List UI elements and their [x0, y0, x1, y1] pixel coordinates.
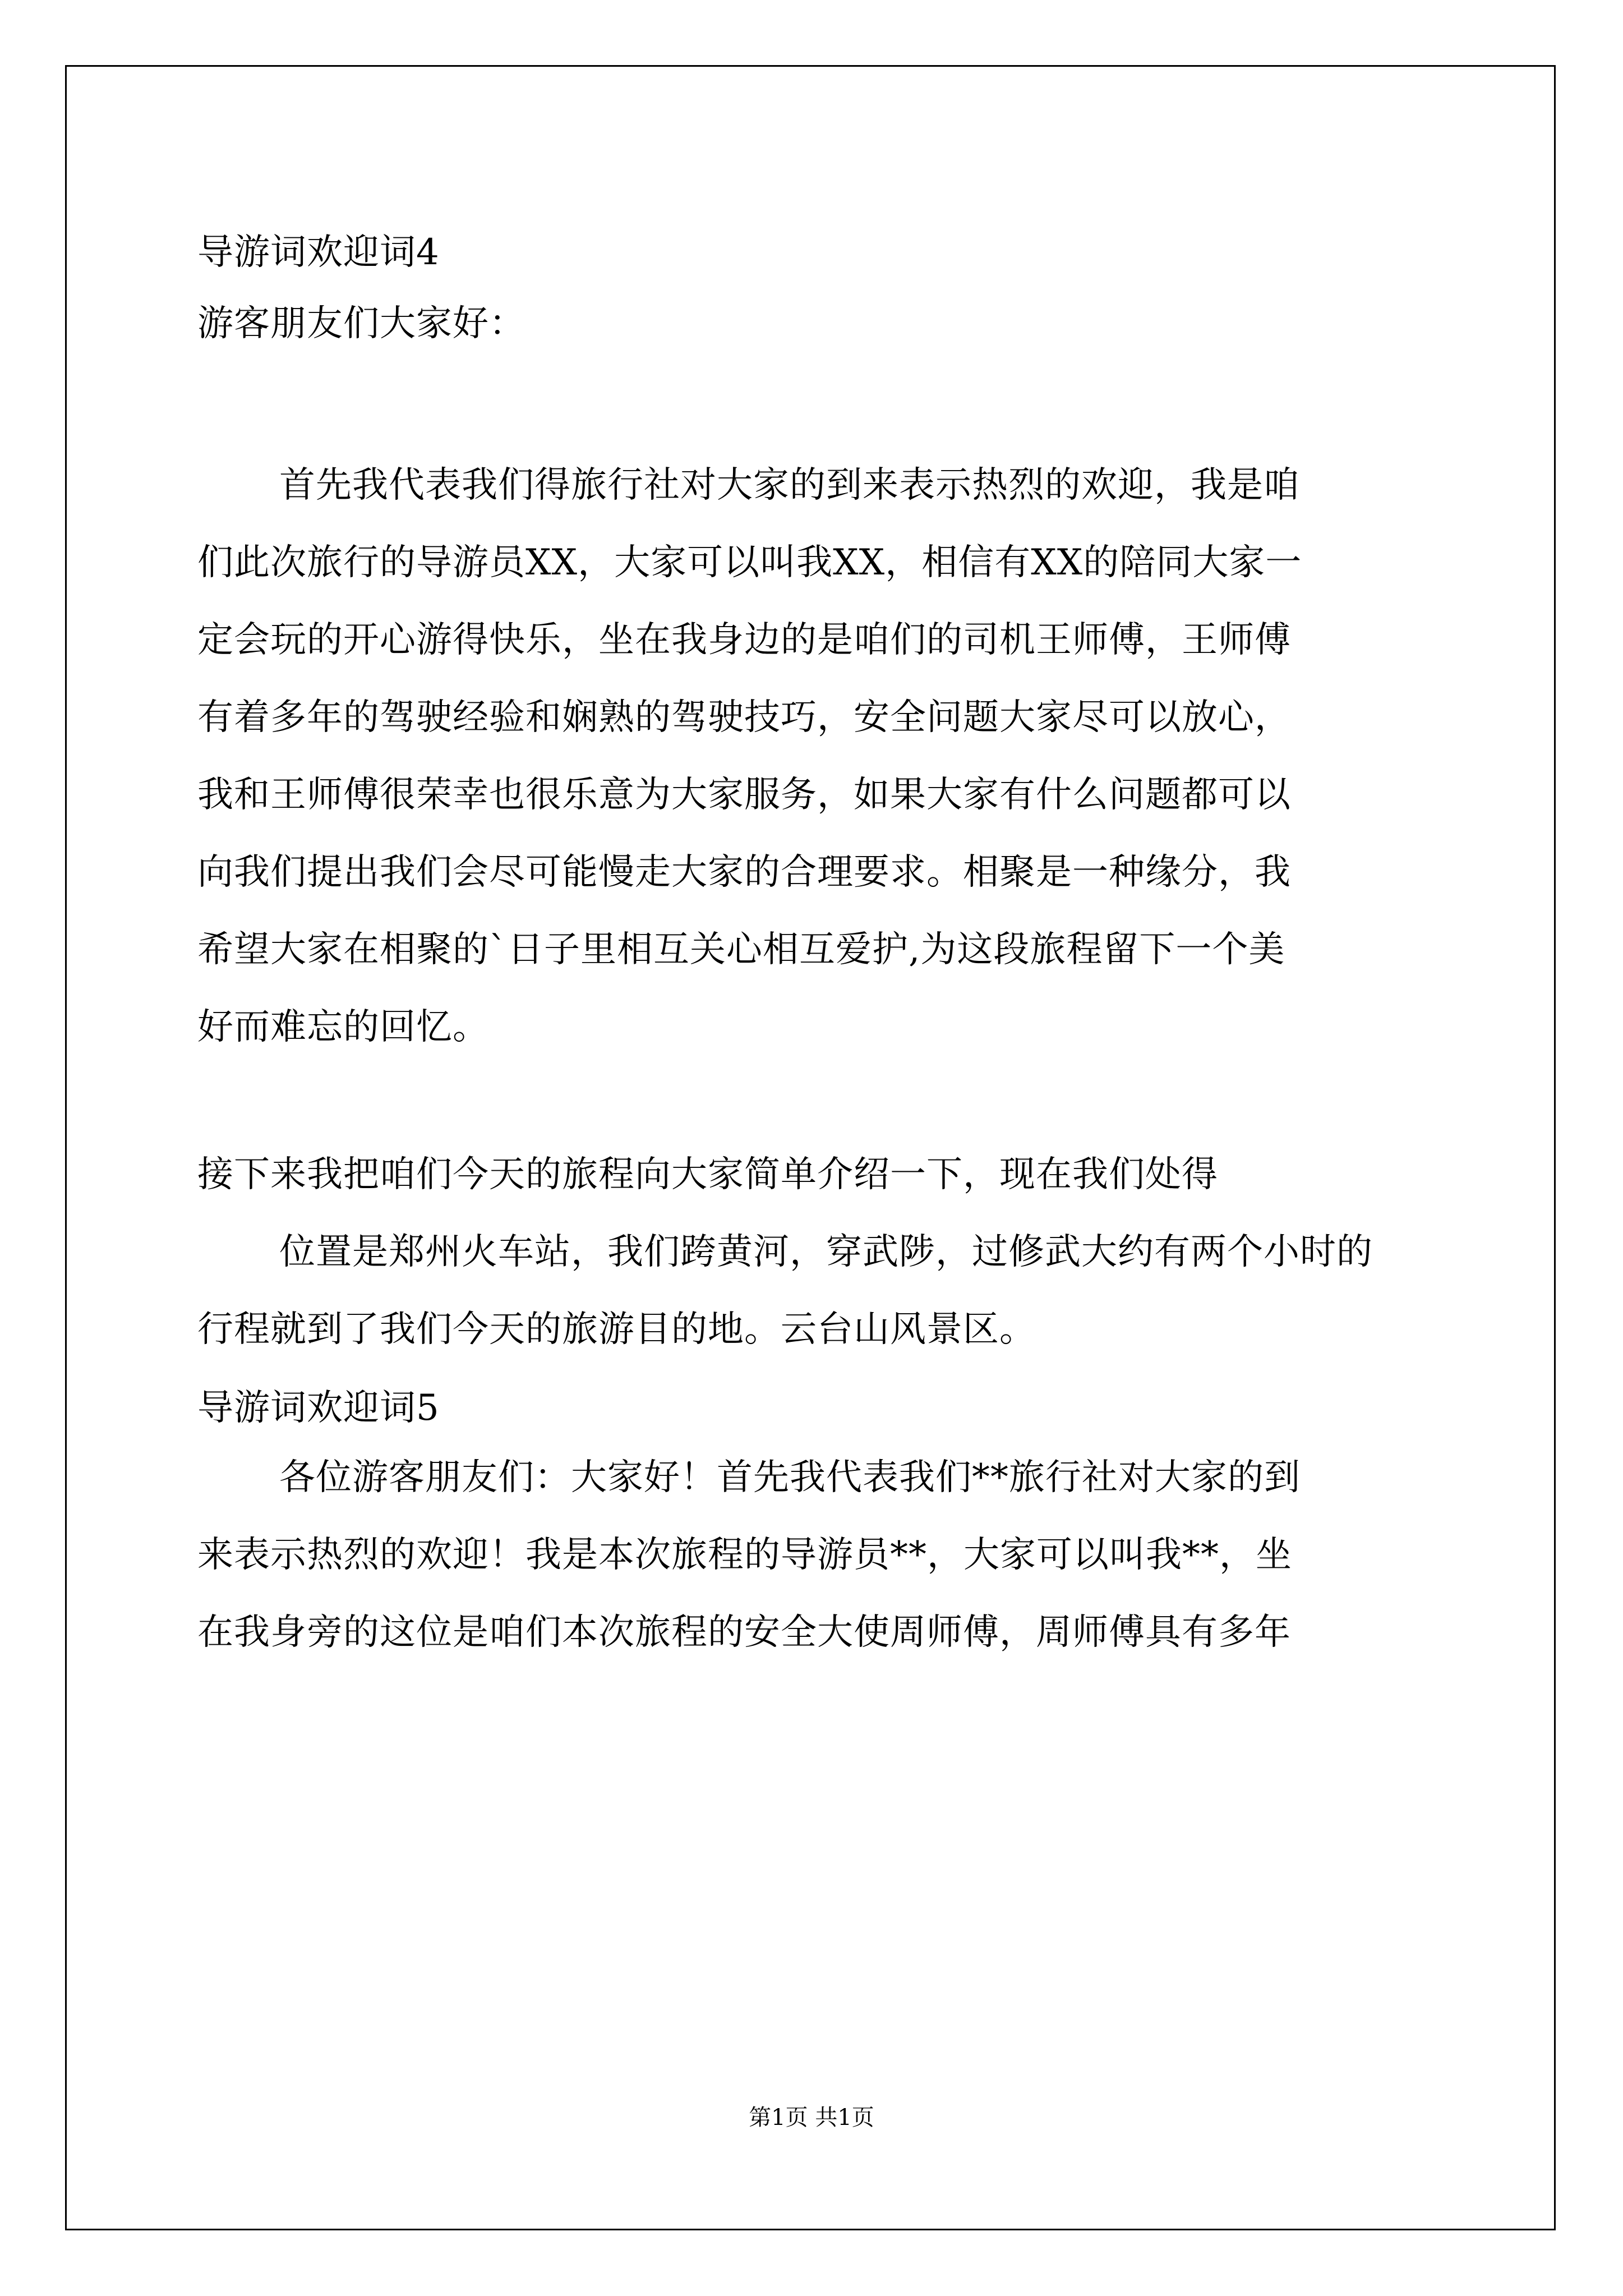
text-line: 希望大家在相聚的`日子里相互关心相互爱护,为这段旅程留下一个美 — [197, 929, 1285, 970]
text-line: 各位游客朋友们：大家好！首先我代表我们**旅行社对大家的到 — [279, 1457, 1301, 1498]
text-line: 在我身旁的这位是咱们本次旅程的安全大使周师傅，周师傅具有多年 — [197, 1612, 1291, 1653]
text-line: 好而难忘的回忆。 — [197, 1006, 489, 1048]
section-heading: 导游词欢迎词5 — [197, 1387, 440, 1429]
text-line: 定会玩的开心游得快乐，坐在我身边的是咱们的司机王师傅，王师傅 — [197, 619, 1291, 661]
text-line: 行程就到了我们今天的旅游目的地。云台山风景区。 — [197, 1309, 1036, 1350]
text-line: 我和王师傅很荣幸也很乐意为大家服务，如果大家有什么问题都可以 — [197, 774, 1291, 816]
text-line: 有着多年的驾驶经验和娴熟的驾驶技巧，安全问题大家尽可以放心， — [197, 697, 1291, 738]
text-line: 接下来我把咱们今天的旅程向大家简单介绍一下，现在我们处得 — [197, 1154, 1218, 1195]
page-footer: 第1页 共1页 — [749, 2105, 874, 2131]
salutation: 游客朋友们大家好： — [197, 303, 525, 344]
text-line: 来表示热烈的欢迎！我是本次旅程的导游员**，大家可以叫我**，坐 — [197, 1534, 1292, 1576]
text-line: 位置是郑州火车站，我们跨黄河，穿武陟，过修武大约有两个小时的 — [279, 1231, 1373, 1273]
text-line: 们此次旅行的导游员XX，大家可以叫我XX，相信有XX的陪同大家一 — [197, 542, 1302, 583]
section-heading: 导游词欢迎词4 — [197, 232, 440, 273]
page-border — [65, 65, 1556, 2230]
text-line: 首先我代表我们得旅行社对大家的到来表示热烈的欢迎，我是咱 — [279, 464, 1300, 506]
text-line: 向我们提出我们会尽可能慢走大家的合理要求。相聚是一种缘分，我 — [197, 852, 1291, 893]
